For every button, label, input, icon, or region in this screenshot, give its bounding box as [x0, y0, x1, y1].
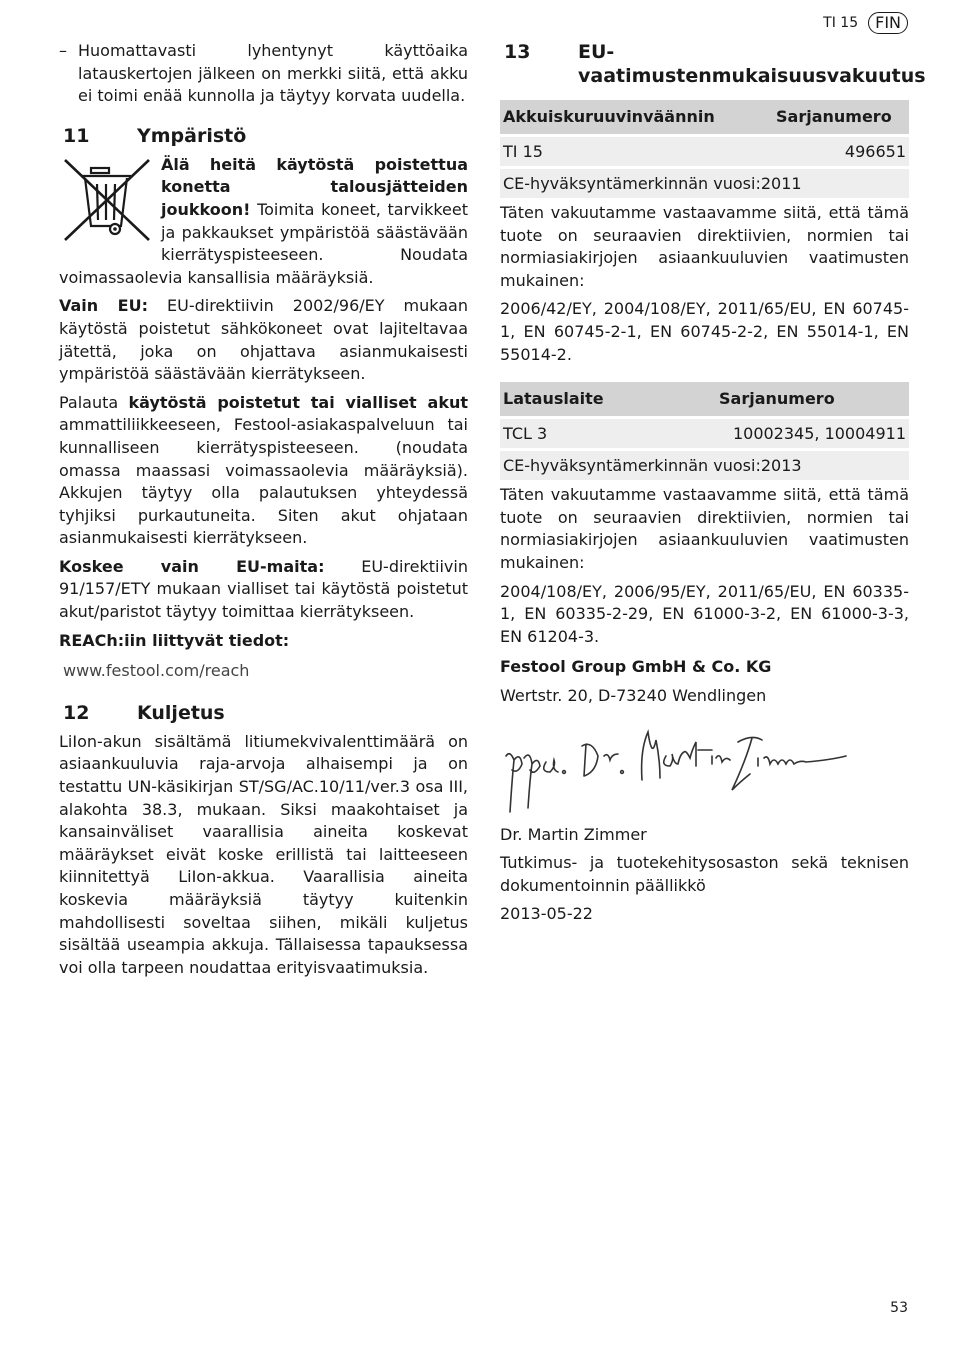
reach-link[interactable]: www.festool.com/reach: [63, 661, 250, 681]
crossed-out-bin-icon: [59, 154, 159, 254]
table-row: TCL 3 10002345, 10004911: [500, 418, 909, 450]
norms-1: 2006/42/EY, 2004/108/EY, 2011/65/EU, EN 60745-1, EN 60745-2-1, EN 60745-2-2, EN 55014-1, EN 55014-2.: [500, 299, 909, 364]
table-header-row: Akkuiskuruuvinväännin Sarjanumero: [500, 100, 909, 136]
table-row: TI 15 496651: [500, 136, 909, 168]
signer-role: Tutkimus- ja tuotekehitysosaston sekä teknisen dokumentoinnin päällikkö: [500, 853, 909, 895]
company-address: Wertstr. 20, D-73240 Wendlingen: [500, 685, 767, 705]
table-header-row: Latauslaite Sarjanumero: [500, 382, 909, 418]
table-row: CE-hyväksyntämerkinnän vuosi:2011: [500, 168, 909, 199]
page-header: [823, 12, 908, 35]
declaration-1: Täten vakuutamme vastaavamme siitä, että tämä tuote on seuraavien direktiivien, normien tai normiasiakirjojen asiaankuuluvien vaatimusten mukainen:: [500, 203, 909, 290]
disposal-paragraph: Älä heitä käytöstä poistettua konetta talousjätteiden joukkoon! Toimita koneet, tarvikkeet ja pakkaukset ympäristöä säästävään kierrätyspisteeseen. Noudata voimassaolevia kansallisia määräyksiä.: [59, 154, 468, 287]
header-model: TI 15: [823, 15, 859, 31]
language-badge: FIN: [868, 12, 908, 34]
page-number: 53: [890, 1300, 908, 1316]
dash-item-text: Huomattavasti lyhentynyt käyttöaika latauskertojen jälkeen on merkki siitä, että akku ei toimi enää kunnolla ja täytyy korvata uudella.: [78, 41, 468, 106]
section-13-heading: 13 EU-vaatimustenmukaisuusvakuutus: [504, 41, 926, 87]
transport-paragraph: LiIon-akun sisältämä litiumekvivalenttimäärä on asiaankuuluvia raja-arvoja alhaisempi ja on testattu UN-käsikirjan ST/SG/AC.10/11/ver.3 osa III, alakohta 38.3, mukaan. Siksi maakohtaiset ja kansainväliset vaarallisia aineita koskevat määräykset eivät koske erillistä tai laitteeseen kiinnitettyä LiIon-akkua. Vaarallisia aineita koskevia määräyksiä täytyy kuitenkin mahdollisesti soveltaa siihen, mikäli kuljetus sisältää useampia akkuja. Tällaisessa tapauksessa voi olla tarpeen noudattaa erityisvaatimuksia.: [59, 731, 468, 977]
signer-name: Dr. Martin Zimmer: [500, 824, 647, 844]
dash-list-item: – Huomattavasti lyhentynyt käyttöaika latauskertojen jälkeen on merkki siitä, että akku ei toimi enää kunnolla ja täytyy korvata uudella.: [59, 40, 468, 108]
right-column: [500, 40, 926, 932]
left-column: [59, 40, 468, 985]
signature-image: [500, 720, 860, 820]
tool-serial-table: [500, 100, 909, 198]
table-row: CE-hyväksyntämerkinnän vuosi:2013: [500, 450, 909, 481]
section-12-heading: 12 Kuljetus: [63, 701, 225, 724]
charger-serial-table: [500, 382, 909, 480]
weee-block: [59, 154, 468, 296]
reach-title: REACh:iin liittyvät tiedot:: [59, 630, 290, 650]
company-name: Festool Group GmbH & Co. KG: [500, 657, 772, 677]
norms-2: 2004/108/EY, 2006/95/EY, 2011/65/EU, EN 60335-1, EN 60335-2-29, EN 61000-3-2, EN 61000-3-3, EN 61204-3.: [500, 581, 909, 646]
declaration-2: Täten vakuutamme vastaavamme siitä, että tämä tuote on seuraavien direktiivien, normien tai normiasiakirjojen asiaankuuluvien vaatimusten mukainen:: [500, 485, 909, 572]
declaration-date: 2013-05-22: [500, 904, 593, 924]
eu-countries-paragraph: Koskee vain EU-maita: EU-direktiivin 91/157/ETY mukaan vialliset tai käytöstä poistetut akut/paristot täytyy toimittaa kierrätykseen.: [59, 556, 468, 622]
battery-return-paragraph: Palauta käytöstä poistetut tai vialliset akut ammattiliikkeeseen, Festool-asiakaspalveluun tai kunnalliseen kierrätyspisteeseen. (noudata omassa maassasi voimassaolevia määräyksiä). Akkujen täytyy olla palautuksen yhteydessä tyhjiksi purkautuneita. Siten akut ohjataan asianmukaisesti kierrätykseen.: [59, 392, 468, 548]
eu-only-paragraph: Vain EU: EU-direktiivin 2002/96/EY mukaan käytöstä poistetut sähkökoneet ovat lajiteltavaa jätettä, joka on ohjattava asianmukaisesti ympäristöä säästävään kierrätykseen.: [59, 296, 468, 384]
section-11-heading: 11 Ympäristö: [63, 124, 247, 147]
